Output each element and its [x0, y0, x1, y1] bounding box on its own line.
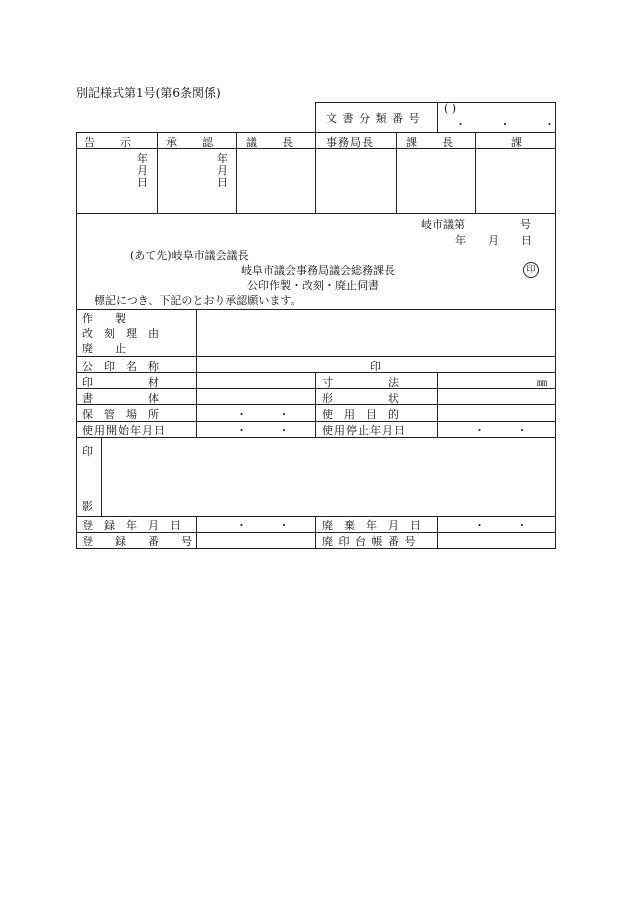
typeface-label: 書 体 [82, 392, 159, 405]
reason-label-abolish: 廃 止 [82, 342, 126, 355]
impression-label-bottom: 影 [82, 500, 93, 513]
stop-date-dots: ・ ・ [474, 424, 528, 437]
letter-addressee: (あて先)岐阜市議会議長 [130, 249, 249, 262]
registration-date-label: 登 録 年 月 日 [82, 519, 181, 532]
header-announcement: 告 示 [84, 136, 132, 149]
approval-date: 年 月 日 [217, 152, 228, 189]
start-date-label: 使用開始年月日 [82, 424, 166, 437]
header-chair: 議 長 [246, 136, 294, 149]
doc-number-label: 文 書 分 類 番 号 [326, 112, 421, 125]
shape-label: 形 状 [322, 392, 399, 405]
start-date-dots: ・ ・ [236, 424, 290, 437]
registration-number-label: 登 録 番 号 [82, 535, 192, 548]
purpose-label: 使 用 目 的 [322, 408, 399, 421]
letter-body: 標記につき、下記のとおり承認願います。 [94, 294, 302, 307]
disposal-ledger-label: 廃 印 台 帳 番 号 [322, 535, 417, 548]
header-section: 課 [511, 136, 522, 149]
registration-date-dots: ・ ・ [236, 519, 290, 532]
material-label: 印 材 [82, 376, 159, 389]
storage-label: 保 管 場 所 [82, 408, 159, 421]
disposal-date-label: 廃 棄 年 月 日 [322, 519, 421, 532]
size-unit: ㎜ [537, 378, 547, 389]
header-secretary-general: 事務局長 [326, 136, 374, 149]
reason-label-create: 作 製 [82, 312, 126, 325]
stop-date-label: 使用停止年月日 [322, 424, 406, 437]
size-label: 寸 法 [322, 376, 399, 389]
reason-label-recarve: 改 刻 理 由 [82, 327, 159, 340]
header-section-chief: 課 長 [406, 136, 454, 149]
header-approval: 承 認 [166, 136, 214, 149]
form-title: 別記様式第1号(第6条関係) [76, 86, 221, 100]
doc-number-paren: ( ) [444, 102, 457, 115]
disposal-date-dots: ・ ・ [474, 519, 528, 532]
doc-number-dots: ・ ・ ・ [455, 118, 555, 131]
seal-name-label: 公 印 名 称 [82, 360, 159, 373]
letter-sender: 岐阜市議会事務局議会総務課長 [241, 264, 395, 277]
seal-mark-icon: 印 [523, 262, 539, 278]
letter-date-line: 年 月 日 [455, 234, 532, 247]
letter-number-line: 岐市議第 号 [421, 218, 531, 231]
announcement-date: 年 月 日 [137, 152, 148, 189]
seal-name-suffix: 印 [370, 360, 381, 373]
storage-dots: ・ ・ [236, 408, 290, 421]
letter-subject: 公印作製・改刻・廃止伺書 [247, 279, 379, 292]
impression-label-top: 印 [82, 445, 93, 458]
